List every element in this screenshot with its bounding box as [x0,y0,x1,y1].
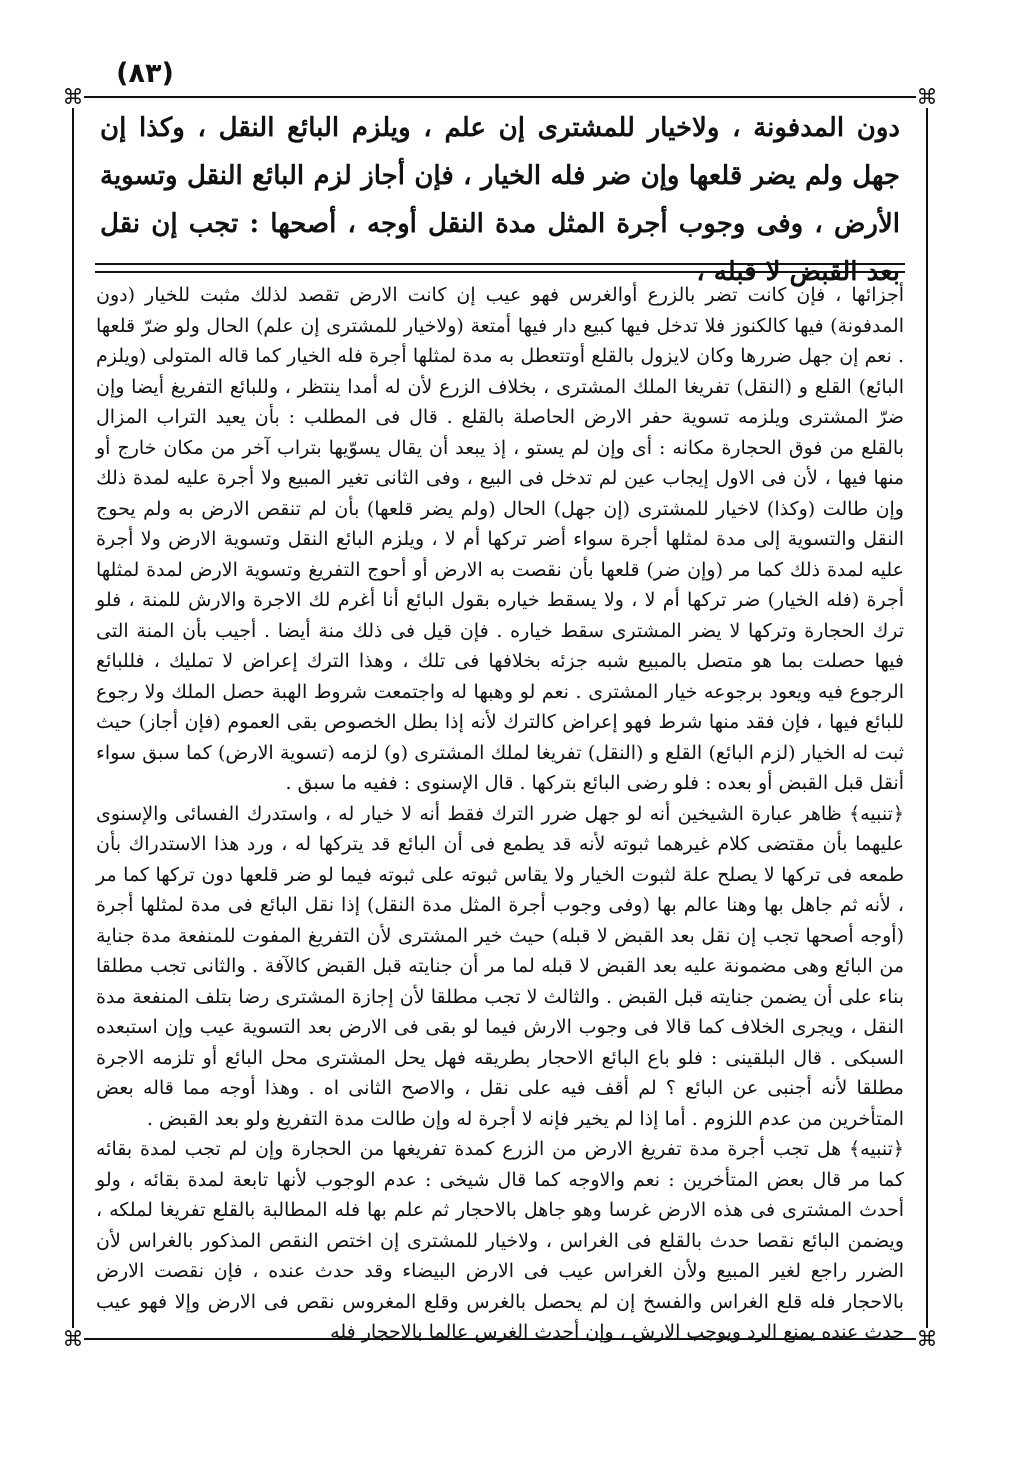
section-divider [95,263,905,273]
corner-ornament-icon: ⌘ [916,85,938,109]
corner-ornament-icon: ⌘ [916,1327,938,1351]
border-rule-top [78,96,922,98]
page-number: (٨٣) [116,58,174,89]
commentary-paragraph: أجزائها ، فإن كانت تضر بالزرع أوالغرس فهو عيب إن كانت الارض تقصد لذلك مثبت للخيار (دون المدفونة) فيها كالكنوز فلا تدخل فيها كبيع دار فيها أمتعة (ولاخيار للمشترى إن علم) الحال ولو ضرّ قلعها . نعم إن جهل ضررها وكان لايزول بالقلع أوتتعطل به مدة لمثلها أجرة فله الخيار كما قاله المتولى (ويلزم البائع) القلع و (النقل) تفريغا الملك المشترى ، بخلاف الزرع لأن له أمدا ينتظر ، وللبائع التفريغ أيضا وإن ضرّ المشترى ويلزمه تسوية حفر الارض الحاصلة بالقلع . قال فى المطلب : بأن يعيد التراب المزال بالقلع من فوق الحجارة مكانه : أى وإن لم يستو ، إذ يبعد أن يقال يسوّيها بتراب آخر من مكان خارج أو منها فيها ، لأن فى الاول إيجاب عين لم تدخل فى البيع ، وفى الثانى تغير المبيع ولا أجرة عليه لمدة ذلك وإن طالت (وكذا) لاخيار للمشترى (إن جهل) الحال (ولم يضر قلعها) بأن لم تنقص الارض به ولم يحوج النقل والتسوية إلى مدة لمثلها أجرة سواء أضر تركها أم لا ، ويلزم البائع النقل وتسوية الارض ولا أجرة عليه لمدة ذلك كما مر (وإن ضر) قلعها بأن نقصت به الارض أو أحوج التفريغ وتسوية الارض لمدة لمثلها أجرة (فله الخيار) ضر تركها أم لا ، ولا يسقط خياره بقول البائع أنا أغرم لك الاجرة والارش للمنة ، فلو ترك الحجارة وتركها لا يضر المشترى سقط خياره . فإن قيل فى ذلك منة أيضا . أجيب بأن المنة التى فيها حصلت بما هو متصل بالمبيع شبه جزئه بخلافها فى تلك ، وهذا الترك إعراض لا تمليك ، فللبائع الرجوع فيه ويعود برجوعه خيار المشترى . نعم لو وهبها له واجتمعت شروط الهبة حصل الملك ولا رجوع للبائع فيها ، فإن فقد منها شرط فهو إعراض كالترك لأنه إذا بطل الخصوص بقى العموم (فإن أجاز) حيث ثبت له الخيار (لزم البائع) القلع و (النقل) تفريغا لملك المشترى (و) لزمه (تسوية الارض) كما سبق سواء أنقل قبل القبض أو بعده : فلو رضى البائع بتركها . قال الإسنوى : ففيه ما سبق . [96,284,905,794]
corner-ornament-icon: ⌘ [62,85,84,109]
corner-ornament-icon: ⌘ [62,1327,84,1351]
border-rule-right [926,102,928,1334]
main-text-matn: دون المدفونة ، ولاخيار للمشترى إن علم ، ويلزم البائع النقل ، وكذا إن جهل ولم يضر قلعها وإن ضر فله الخيار ، فإن أجاز لزم البائع النقل وتسوية الأرض ، وفى وجوب أجرة المثل مدة النقل أوجه ، أصحها : تجب إن نقل بعد القبض لا قبله ، [100,113,900,287]
commentary-paragraph: ﴿تنبيه﴾ ظاهر عبارة الشيخين أنه لو جهل ضرر الترك فقط أنه لا خيار له ، واستدرك الفسائى والإسنوى عليهما بأن مقتضى كلام غيرهما ثبوته لأنه قد يطمع فى أن البائع قد يتركها له ، ورد هذا الاستدراك بأن طمعه فى تركها لا يصلح علة لثبوت الخيار ولا يقاس ثبوته على ثبوته فيما لو ضر قلعها دون تركها كما مر ، لأنه ثم جاهل بها وهنا عالم بها (وفى وجوب أجرة المثل مدة النقل) إذا نقل البائع فى مدة لمثلها أجرة (أوجه أصحها تجب إن نقل بعد القبض لا قبله) حيث خير المشترى لأن التفريغ المفوت للمنفعة مدة جناية من البائع وهى مضمونة عليه بعد القبض لا قبله لما مر أن جنايته قبل القبض كالآفة . والثانى تجب مطلقا بناء على أن يضمن جنايته قبل القبض . والثالث لا تجب مطلقا لأن إجازة المشترى رضا بتلف المنفعة مدة النقل ، ويجرى الخلاف كما قالا فى وجوب الارش فيما لو بقى فى الارض بعد التسوية عيب وإن استبعده السبكى . قال البلقينى : فلو باع البائع الاحجار بطريقه فهل يحل المشترى محل البائع أو تلزمه الاجرة مطلقا لأنه أجنبى عن البائع ؟ لم أقف فيه على نقل ، والاصح الثانى اه . وهذا أوجه مما قاله بعض المتأخرين من عدم اللزوم . أما إذا لم يخير فإنه لا أجرة له وإن طالت مدة التفريغ ولو بعد القبض . [96,802,904,1130]
border-rule-left [72,102,74,1334]
commentary-sharh [96,280,905,1343]
commentary-paragraph: ﴿تنبيه﴾ هل تجب أجرة مدة تفريغ الارض من الزرع كمدة تفريغها من الحجارة وإن لم تجب لمدة بقائه كما مر قال بعض المتأخرين : نعم والاوجه كما قال شيخى : عدم الوجوب لأنها تابعة لمدة بقائه ، ولو أحدث المشترى فى هذه الارض غرسا وهو جاهل بالاحجار ثم علم بها فله المطالبة بالقلع تفريغا لملكه ، ويضمن البائع نقصا حدث بالقلع فى الغراس ، ولاخيار للمشترى إن اختص النقص المذكور بالغراس لأن الضرر راجع لغير المبيع ولأن الغراس عيب فى الارض البيضاء وقد حدث عنده ، فإن نقصت الارض بالاحجار فله قلع الغراس والفسخ إن لم يحصل بالغرس وقلع المغروس نقص فى الارض وإلا فهو عيب حدث عنده يمنع الرد ويوجب الارش ، وإن أحدث الغرس عالما بالاحجار فله [96,1138,904,1343]
